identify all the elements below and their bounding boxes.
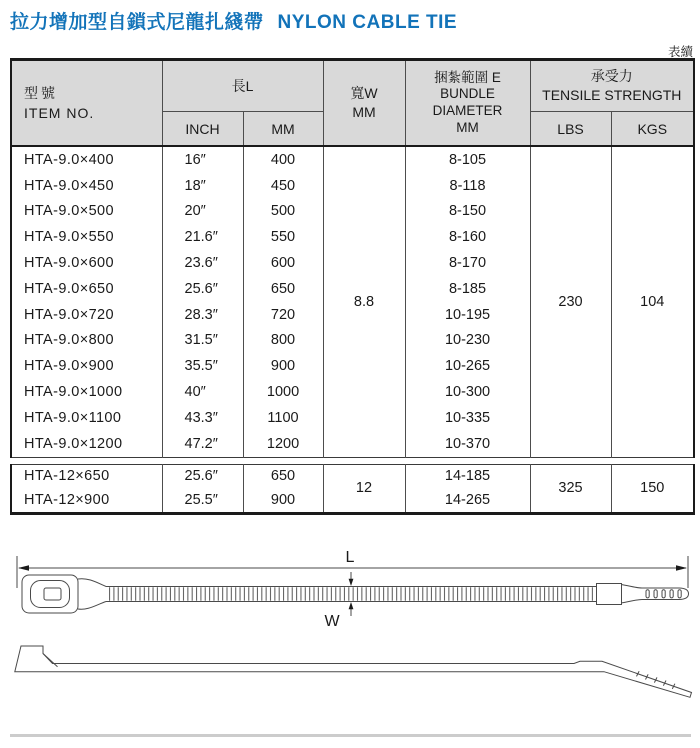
- dimension-label-W: W: [324, 613, 340, 630]
- item-no-cell: HTA-12×900: [11, 488, 162, 513]
- bundle-cell: 10-335: [405, 405, 530, 431]
- width-span-cell: 12: [323, 464, 405, 513]
- inch-cell: 47.2″: [162, 431, 243, 457]
- mm-cell: 650: [243, 464, 323, 488]
- item-no-cell: HTA-12×650: [11, 464, 162, 488]
- header-width: 寬W MM: [323, 60, 405, 147]
- mm-cell: 650: [243, 276, 323, 302]
- inch-cell: 28.3″: [162, 302, 243, 328]
- cable-tie-top-view: [22, 575, 689, 613]
- mm-cell: 800: [243, 328, 323, 354]
- mm-cell: 600: [243, 250, 323, 276]
- lbs-span-cell: 325: [530, 464, 611, 513]
- cable-tie-drawing: [0, 542, 700, 742]
- item-no-cell: HTA-9.0×500: [11, 199, 162, 225]
- bundle-cell: 10-370: [405, 431, 530, 457]
- item-no-cell: HTA-9.0×450: [11, 173, 162, 199]
- mm-cell: 1000: [243, 379, 323, 405]
- header-item-no: 型號 ITEM NO.: [11, 60, 162, 147]
- table-header: [11, 60, 694, 147]
- inch-cell: 16″: [162, 146, 243, 173]
- header-mm: MM: [243, 112, 323, 147]
- bundle-cell: 8-105: [405, 146, 530, 173]
- mm-cell: 450: [243, 173, 323, 199]
- width-span-cell: 8.8: [323, 146, 405, 457]
- inch-cell: 21.6″: [162, 224, 243, 250]
- item-no-cell: HTA-9.0×600: [11, 250, 162, 276]
- inch-cell: 35.5″: [162, 353, 243, 379]
- arrowhead-left-icon: [18, 565, 29, 571]
- tie-head-pawl: [44, 588, 61, 600]
- spec-table-group2: [10, 464, 695, 515]
- item-no-cell: HTA-9.0×900: [11, 353, 162, 379]
- bundle-cell: 8-150: [405, 199, 530, 225]
- item-no-cell: HTA-9.0×400: [11, 146, 162, 173]
- spec-table-wrapper: [10, 58, 694, 515]
- page-title-chinese: 拉力增加型自鎖式尼龍扎綫帶: [10, 12, 264, 33]
- item-no-cell: HTA-9.0×1100: [11, 405, 162, 431]
- arrowhead-right-icon: [676, 565, 687, 571]
- tie-neck-bottom: [78, 602, 106, 610]
- lbs-span-cell: 230: [530, 146, 611, 457]
- footer-divider: [10, 734, 691, 737]
- mm-cell: 400: [243, 146, 323, 173]
- header-length: 長L: [162, 60, 323, 112]
- inch-cell: 40″: [162, 379, 243, 405]
- mm-cell: 900: [243, 353, 323, 379]
- bundle-cell: 10-230: [405, 328, 530, 354]
- bundle-cell: 8-118: [405, 173, 530, 199]
- item-no-cell: HTA-9.0×1200: [11, 431, 162, 457]
- inch-cell: 25.6″: [162, 464, 243, 488]
- bundle-cell: 10-195: [405, 302, 530, 328]
- item-no-cell: HTA-9.0×1000: [11, 379, 162, 405]
- bundle-cell: 8-170: [405, 250, 530, 276]
- inch-cell: 25.5″: [162, 488, 243, 513]
- cable-tie-side-view: [15, 646, 692, 697]
- inch-cell: 31.5″: [162, 328, 243, 354]
- bundle-cell: 14-265: [405, 488, 530, 513]
- kgs-span-cell: 150: [611, 464, 694, 513]
- dimension-label-L: L: [345, 549, 355, 566]
- bundle-cell: 8-185: [405, 276, 530, 302]
- bundle-cell: 10-265: [405, 353, 530, 379]
- table-continued-note: 表續: [667, 45, 693, 59]
- page-title: [10, 7, 457, 34]
- mm-cell: 550: [243, 224, 323, 250]
- header-inch: INCH: [162, 112, 243, 147]
- inch-cell: 18″: [162, 173, 243, 199]
- kgs-span-cell: 104: [611, 146, 694, 457]
- mm-cell: 1200: [243, 431, 323, 457]
- header-tensile-strength: 承受力 TENSILE STRENGTH: [530, 60, 694, 112]
- mm-cell: 720: [243, 302, 323, 328]
- spec-table-group1: [10, 58, 695, 458]
- arrowhead-up-icon: [349, 602, 354, 609]
- item-no-cell: HTA-9.0×800: [11, 328, 162, 354]
- bundle-cell: 10-300: [405, 379, 530, 405]
- bundle-cell: 14-185: [405, 464, 530, 488]
- inch-cell: 23.6″: [162, 250, 243, 276]
- mm-cell: 1100: [243, 405, 323, 431]
- inch-cell: 25.6″: [162, 276, 243, 302]
- arrowhead-down-icon: [349, 579, 354, 586]
- item-no-cell: HTA-9.0×650: [11, 276, 162, 302]
- mm-cell: 900: [243, 488, 323, 513]
- item-no-cell: HTA-9.0×550: [11, 224, 162, 250]
- table-row: [11, 146, 694, 173]
- page-title-english: NYLON CABLE TIE: [277, 12, 458, 33]
- inch-cell: 20″: [162, 199, 243, 225]
- header-lbs: LBS: [530, 112, 611, 147]
- header-kgs: KGS: [611, 112, 694, 147]
- tie-pad: [597, 584, 622, 605]
- mm-cell: 500: [243, 199, 323, 225]
- side-view-outline: [15, 646, 692, 697]
- side-view-head-detail: [43, 654, 58, 667]
- tie-neck-top: [78, 579, 106, 587]
- inch-cell: 43.3″: [162, 405, 243, 431]
- table-row: [11, 464, 694, 488]
- item-no-cell: HTA-9.0×720: [11, 302, 162, 328]
- header-bundle-diameter: 捆紮範圍 E BUNDLE DIAMETER MM: [405, 60, 530, 147]
- bundle-cell: 8-160: [405, 224, 530, 250]
- tie-head-opening: [31, 581, 70, 608]
